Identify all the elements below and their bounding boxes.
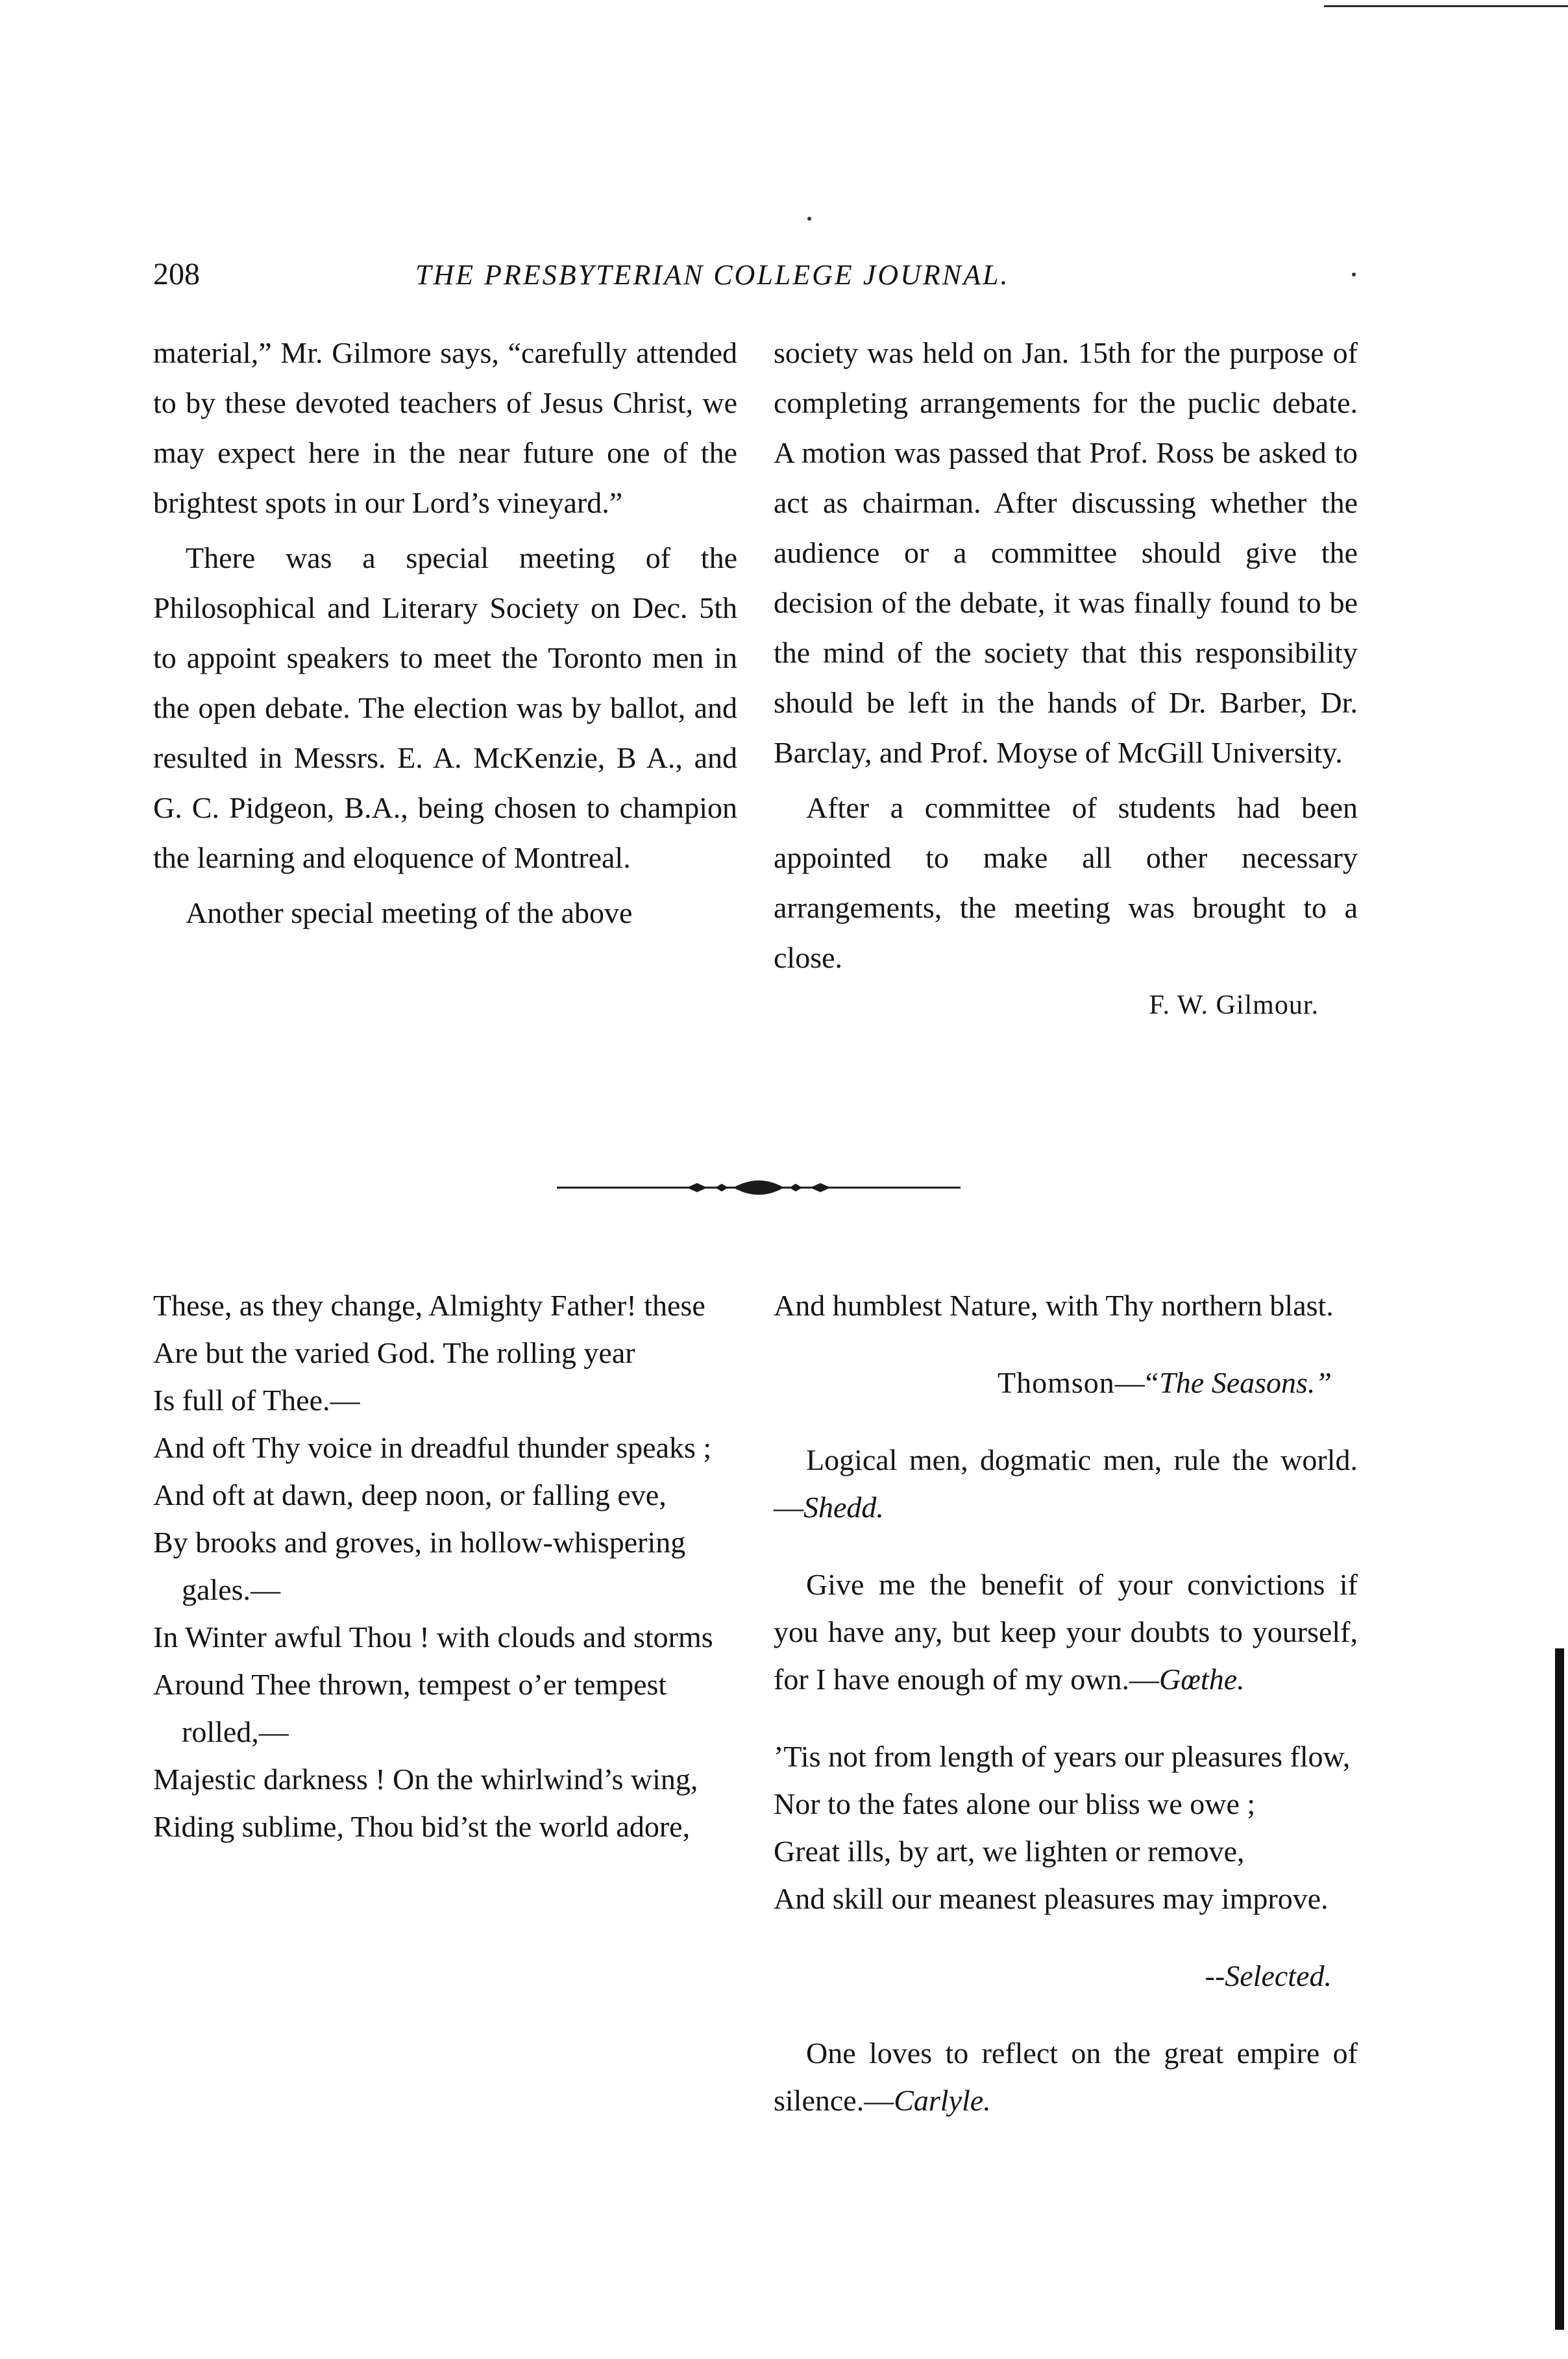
poem-line: In Winter awful Thou ! with clouds and storms (153, 1620, 713, 1654)
quote-goethe (774, 1561, 1358, 1703)
poem-line: And oft Thy voice in dreadful thunder speaks ; (153, 1431, 712, 1464)
quote-author: Shedd. (803, 1491, 884, 1524)
paragraph: society was held on Jan. 15th for the purpose of completing arrangements for the puclic debate. A motion was passed that Prof. Ross be asked to act as chairman. After discussing whether the audience or a committee should give the decision of the debate, it was finally found to be the mind of the society that this responsibility should be left in the hands of Dr. Barber, Dr. Barclay, and Prof. Moyse of McGill University. (774, 336, 1358, 769)
verse-line: And skill our meanest pleasures may improve. (774, 1882, 1329, 1915)
lower-right-column (774, 1282, 1358, 2154)
paragraph: material,” Mr. Gilmore says, “carefully attended to by these devoted teachers of Jesus Christ, we may expect here in the near future one of the brightest spots in our Lord’s vineyard.” (153, 336, 737, 519)
poem-line: These, as they change, Almighty Father! these (153, 1289, 705, 1322)
signature: F. W. Gilmour. (1149, 990, 1319, 1020)
poem-line: And humblest Nature, with Thy northern blast. (774, 1289, 1334, 1322)
poem-line: And oft at dawn, deep noon, or falling eve, (153, 1478, 667, 1511)
verse-source: --Selected. (1205, 1959, 1332, 1992)
ornament-divider (557, 1175, 961, 1201)
paragraph: After a committee of students had been appointed to make all other necessary arrangements, the meeting was brought to a close. (774, 791, 1358, 974)
scan-speck (807, 217, 811, 221)
quote-author: Carlyle. (894, 2084, 991, 2117)
poem-line: Are but the varied God. The rolling year (153, 1336, 635, 1369)
paragraph: There was a special meeting of the Philosophical and Literary Society on Dec. 5th to appoint speakers to meet the Toronto men in the open debate. The election was by ballot, and resulted in Messrs. E. A. McKenzie, B A., and G. C. Pidgeon, B.A., being chosen to champion the learning and eloquence of Montreal. (153, 541, 737, 874)
verse-line: Nor to the fates alone our bliss we owe ; (774, 1787, 1256, 1820)
page-number: 208 (153, 257, 200, 291)
poem-left (153, 1282, 737, 1850)
verse-line: ’Tis not from length of years our pleasures flow, (774, 1740, 1351, 1773)
attribution-author: Thomson—“ (997, 1366, 1160, 1399)
scan-edge-top (1324, 5, 1568, 7)
poem-line: Majestic darkness ! On the whirlwind’s wing, (153, 1763, 698, 1796)
quote-text: One loves to reflect on the great empire of silence.— (774, 2036, 1358, 2117)
poem-line: Is full of Thee.— (153, 1384, 360, 1417)
verse-line: Great ills, by art, we lighten or remove, (774, 1835, 1245, 1868)
quote-author: Gœthe. (1159, 1663, 1245, 1696)
attribution-work: The Seasons.” (1159, 1366, 1332, 1399)
verse-block (774, 1733, 1358, 1999)
quote-text: Logical men, dogmatic men, rule the world.— (774, 1443, 1358, 1524)
running-title: THE PRESBYTERIAN COLLEGE JOURNAL. (415, 259, 1010, 291)
scan-edge-right (1555, 1648, 1564, 2330)
poem-attribution (774, 1359, 1358, 1406)
poem-line: By brooks and groves, in hollow-whispering gales.— (153, 1526, 686, 1606)
quote-text: Give me the benefit of your convictions if you have any, but keep your doubts to yourself, for I have enough of my own.— (774, 1568, 1358, 1696)
quote-carlyle (774, 2029, 1358, 2124)
paragraph: Another special meeting of the above (186, 896, 633, 929)
upper-left-column (153, 328, 737, 938)
quote-shedd (774, 1436, 1358, 1531)
poem-line: Riding sublime, Thou bid’st the world adore, (153, 1810, 691, 1843)
poem-line: Around Thee thrown, tempest o’er tempest rolled,— (153, 1668, 667, 1748)
upper-right-column (774, 328, 1358, 1028)
scan-speck (1352, 273, 1356, 276)
